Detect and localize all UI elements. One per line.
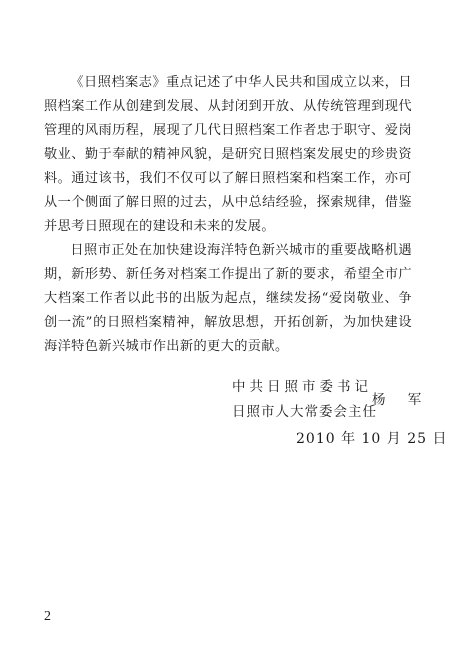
paragraph-2: 日照市正处在加快建设海洋特色新兴城市的重要战略机遇期，新形势、新任务对档案工作提出了新的要求，希望全市广大档案工作者以此书的出版为起点，继续发扬“爱岗敬业、争创一流”的日照档案精神，解放思想，开拓创新，为加快建设海洋特色新兴城市作出新的更大的贡献。 [44, 243, 412, 354]
signature-title-line-1: 中共日照市委书记 [232, 379, 372, 395]
paragraph-1: 《日照档案志》重点记述了中华人民共和国成立以来，日照档案工作从创建到发展、从封闭到开放、从传统管理到现代管理的风雨历程，展现了几代日照档案工作者忠于职守、爱岗敬业、勤于奉献的精神风貌，是研究日照档案发展史的珍贵资料。通过该书，我们不仅可以了解日照档案和档案工作，亦可从一个侧面了解日照的过去，从中总结经验，探索规律，借鉴并思考日照现在的建设和未来的发展。 [44, 75, 412, 234]
signature-name: 杨 军 [372, 392, 431, 408]
page-number: 2 [44, 609, 51, 624]
signature-titles [232, 375, 377, 425]
document-date: 2010 年 10 月 25 日 [296, 431, 448, 447]
body-text [44, 71, 412, 359]
signature-title-line-2: 日照市人大常委会主任 [232, 404, 377, 420]
